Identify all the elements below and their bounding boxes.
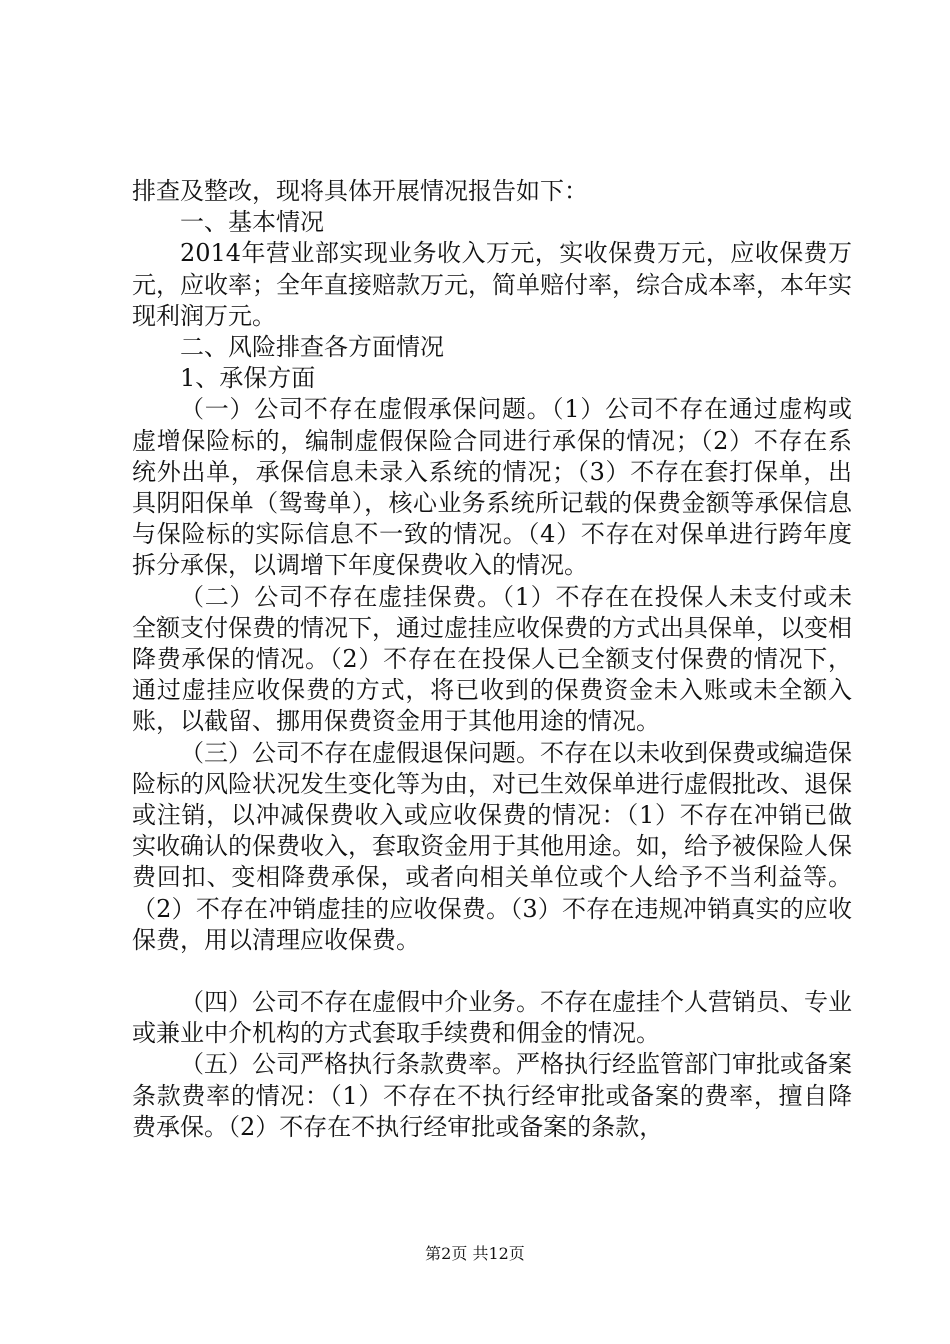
item-paragraph-5: （五）公司严格执行条款费率。严格执行经监管部门审批或备案条款费率的情况：（1）不存在不执行经审批或备案的费率，擅自降费承保。（2）不存在不执行经审批或备案的条款， <box>132 1050 852 1141</box>
section-heading-basic: 一、基本情况 <box>180 208 324 237</box>
subsection-heading-underwriting: 1、承保方面 <box>180 364 316 393</box>
document-body <box>132 176 852 1143</box>
item-paragraph-2: （二）公司不存在虚挂保费。（1）不存在在投保人未支付或未全额支付保费的情况下，通过虚挂应收保费的方式出具保单，以变相降费承保的情况。（2）不存在在投保人已全额支付保费的情况下，通过虚挂应收保费的方式，将已收到的保费资金未入账或未全额入账，以截留、挪用保费资金用于其他用途的情况。 <box>132 582 852 736</box>
paragraph-gap <box>132 956 852 987</box>
item-paragraph-1: （一）公司不存在虚假承保问题。（1）公司不存在通过虚构或虚增保险标的，编制虚假保险合同进行承保的情况；（2）不存在系统外出单，承保信息未录入系统的情况；（3）不存在套打保单，出具阴阳保单（鸳鸯单），核心业务系统所记载的保费金额等承保信息与保险标的实际信息不一致的情况。（4）不存在对保单进行跨年度拆分承保，以调增下年度保费收入的情况。 <box>132 395 852 580</box>
section-heading-risk: 二、风险排查各方面情况 <box>180 333 444 362</box>
basic-info-paragraph: 2014年营业部实现业务收入万元，实收保费万元，应收保费万元，应收率；全年直接赔款万元，简单赔付率，综合成本率，本年实现利润万元。 <box>132 239 852 330</box>
intro-paragraph: 排查及整改，现将具体开展情况报告如下： <box>132 177 588 205</box>
page-footer: 第2页 共12页 <box>425 1244 525 1263</box>
item-paragraph-4: （四）公司不存在虚假中介业务。不存在虚挂个人营销员、专业或兼业中介机构的方式套取手续费和佣金的情况。 <box>132 988 852 1048</box>
item-paragraph-3: （三）公司不存在虚假退保问题。不存在以未收到保费或编造保险标的风险状况发生变化等为由，对已生效保单进行虚假批改、退保或注销，以冲减保费收入或应收保费的情况：（1）不存在冲销已做实收确认的保费收入，套取资金用于其他用途。如，给予被保险人保费回扣、变相降费承保，或者向相关单位或个人给予不当利益等。（2）不存在冲销虚挂的应收保费。（3）不存在违规冲销真实的应收保费，用以清理应收保费。 <box>132 738 852 954</box>
